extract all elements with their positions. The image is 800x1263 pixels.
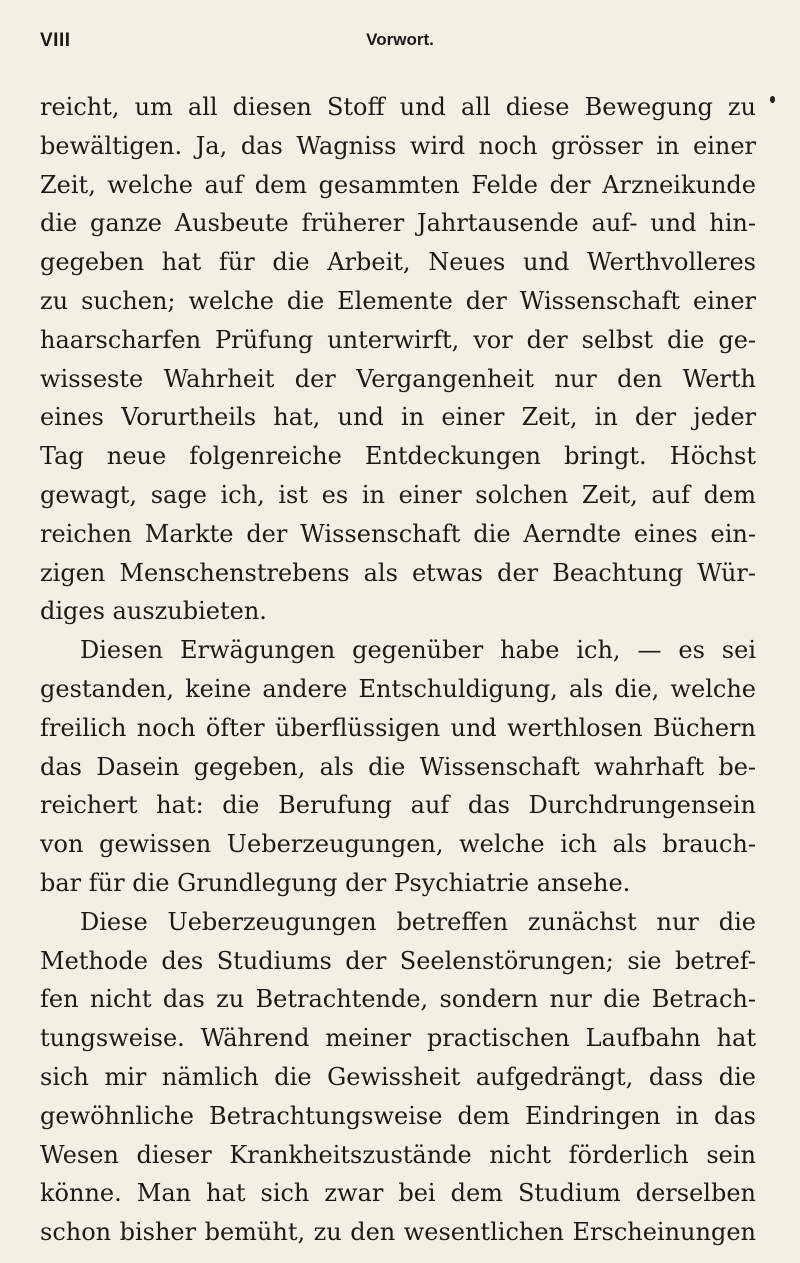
- text-line: freilich noch öfter überflüssigen und werthlosen Büchern: [40, 713, 756, 742]
- text-line: könne. Man hat sich zwar bei dem Studium derselben: [40, 1179, 756, 1208]
- running-title: Vorwort.: [366, 30, 434, 49]
- text-line: bar für die Grundlegung der Psychiatrie ansehe.: [40, 868, 631, 897]
- text-line: gestanden, keine andere Entschuldigung, als die, welche: [40, 674, 756, 703]
- text-line: reichen Markte der Wissenschaft die Aerndte eines ein-: [40, 519, 756, 548]
- text-line: sich mir nämlich die Gewissheit aufgedrängt, dass die: [40, 1062, 756, 1091]
- text-line: diges auszubieten.: [40, 597, 267, 626]
- running-head: [40, 30, 760, 70]
- text-line: Tag neue folgenreiche Entdeckungen bringt. Höchst: [40, 442, 756, 471]
- text-line: fen nicht das zu Betrachtende, sondern nur die Betrach-: [40, 985, 756, 1014]
- text-line: Zeit, welche auf dem gesammten Felde der Arzneikunde: [40, 170, 756, 199]
- text-line: von gewissen Ueberzeugungen, welche ich als brauch-: [40, 830, 756, 859]
- text-line: bewältigen. Ja, das Wagniss wird noch grösser in einer: [40, 131, 756, 160]
- text-line: gewagt, sage ich, ist es in einer solchen Zeit, auf dem: [40, 480, 756, 509]
- text-line: gegeben hat für die Arbeit, Neues und Werthvolleres: [40, 248, 756, 277]
- paragraph-start-line: Diese Ueberzeugungen betreffen zunächst nur die: [80, 907, 756, 936]
- text-line: reicht, um all diesen Stoff und all diese Bewegung zu: [40, 93, 756, 121]
- text-line: Methode des Studiums der Seelenstörungen; sie betref-: [40, 946, 756, 975]
- text-line: gewöhnliche Betrachtungsweise dem Eindringen in das: [40, 1101, 756, 1130]
- text-line: reichert hat: die Berufung auf das Durchdrungensein: [40, 791, 756, 820]
- text-line: eines Vorurtheils hat, und in einer Zeit, in der jeder: [40, 403, 756, 432]
- text-line: wisseste Wahrheit der Vergangenheit nur den Werth: [40, 364, 756, 393]
- text-line: das Dasein gegeben, als die Wissenschaft wahrhaft be-: [40, 752, 756, 781]
- text-line: schon bisher bemüht, zu den wesentlichen Erscheinungen: [40, 1218, 756, 1247]
- text-line: Wesen dieser Krankheitszustände nicht förderlich sein: [40, 1140, 756, 1169]
- text-line: zu suchen; welche die Elemente der Wissenschaft einer: [40, 286, 756, 315]
- text-line: tungsweise. Während meiner practischen Laufbahn hat: [40, 1024, 756, 1053]
- body-text: [40, 88, 756, 1252]
- print-speck: [770, 96, 775, 103]
- text-line: die ganze Ausbeute früherer Jahrtausende auf- und hin-: [40, 209, 756, 238]
- paragraph-start-line: Diesen Erwägungen gegenüber habe ich, — es sei: [80, 636, 756, 665]
- text-line: haarscharfen Prüfung unterwirft, vor der selbst die ge-: [40, 325, 756, 354]
- text-line: zigen Menschenstrebens als etwas der Beachtung Wür-: [40, 558, 756, 587]
- page-number: VIII: [40, 30, 71, 51]
